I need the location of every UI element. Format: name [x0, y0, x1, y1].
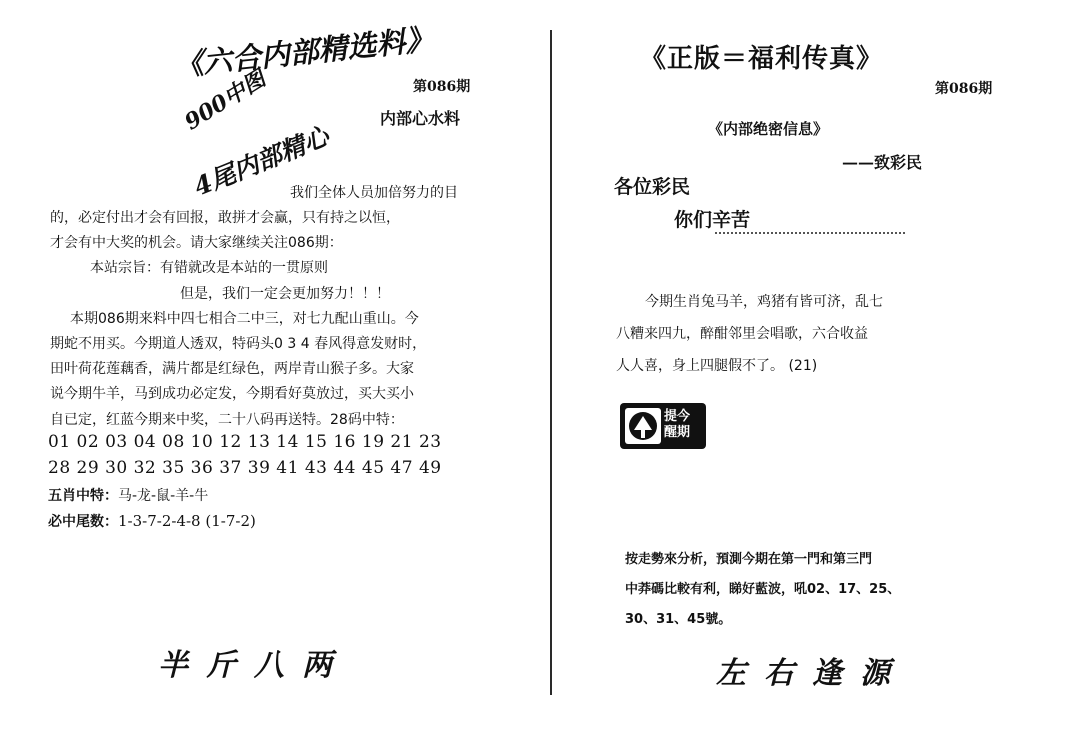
paragraph-line: 但是，我们一定会更加努力！！！ — [180, 286, 390, 302]
logo-text: 提今醒期 — [664, 409, 691, 440]
paragraph-line: 的，必定付出才会有回报，敢拼才会赢，只有持之以恒， — [50, 210, 400, 226]
paragraph-line: 本期086期来料中四七相合二中三，对七九配山重山。今 — [70, 311, 419, 327]
greeting-underline — [715, 232, 905, 236]
number-list: 01 02 03 04 08 10 12 13 14 15 16 19 21 23 — [48, 432, 442, 452]
tail-value: 1-3-7-2-4-8 (1-7-2) — [118, 512, 256, 530]
issue-number: 第086期 — [413, 79, 471, 95]
left-footer: 半斤八两 — [158, 648, 350, 683]
reminder-icon — [625, 408, 661, 444]
zodiac-value: 马-龙-鼠-羊-牛 — [118, 488, 209, 504]
greeting: 各位彩民 — [614, 176, 691, 198]
page-divider — [550, 30, 552, 695]
number-list: 28 29 30 32 35 36 37 39 41 43 44 45 47 49 — [48, 458, 442, 478]
analysis-line: 按走勢來分析，預測今期在第一門和第三門 — [625, 552, 873, 567]
analysis-line: 中莽碼比較有利，睇好藍波，吼02、17、25、 — [625, 582, 901, 597]
poem-line: 八糟来四九，醉酣邻里会唱歌，六合收益 — [616, 326, 868, 342]
zodiac-label: 五肖中特： — [48, 488, 118, 504]
handwritten-title: 《六合内部精选料》 — [172, 21, 436, 83]
paragraph-line: 自已定，红蓝今期来中奖，二十八码再送特。28码中特： — [50, 412, 404, 428]
paragraph-line: 我们全体人员加倍努力的目 — [290, 185, 458, 201]
reminder-logo — [620, 403, 706, 449]
poem-line: 今期生肖兔马羊，鸡猪有皆可济，乱七 — [645, 294, 883, 310]
secret-title: 《内部绝密信息》 — [708, 120, 829, 138]
handwritten-annotation: 4尾内部精心 — [189, 121, 333, 202]
poem-line: 人人喜，身上四腿假不了。 (21) — [616, 358, 818, 374]
paragraph-line: 说今期牛羊，马到成功必定发，今期看好莫放过，买大买小 — [50, 386, 414, 402]
issue-number: 第086期 — [935, 81, 993, 97]
zodiac-row — [48, 484, 208, 509]
handwritten-annotation: 900中图 — [180, 65, 271, 136]
analysis-line: 30、31、45號。 — [625, 612, 732, 627]
subtitle: 内部心水料 — [380, 109, 461, 128]
fax-title: 《正版＝福利传真》 — [640, 44, 884, 74]
tail-row — [48, 509, 256, 535]
greeting-2: 你们辛苦 — [674, 209, 751, 231]
paragraph-line: 本站宗旨：有错就改是本站的一贯原则 — [90, 260, 328, 276]
right-footer: 左右逢源 — [716, 656, 908, 691]
paragraph-line: 才会有中大奖的机会。请大家继续关注086期： — [50, 235, 343, 251]
paragraph-line: 田叶荷花莲藕香，满片都是红绿色，两岸青山猴子多。大家 — [50, 361, 414, 377]
tail-label: 必中尾数： — [48, 514, 118, 530]
paragraph-line: 期蛇不用买。今期道人透双，特码头0 3 4 春风得意发财时， — [50, 336, 427, 352]
to-readers: ——致彩民 — [842, 153, 923, 172]
